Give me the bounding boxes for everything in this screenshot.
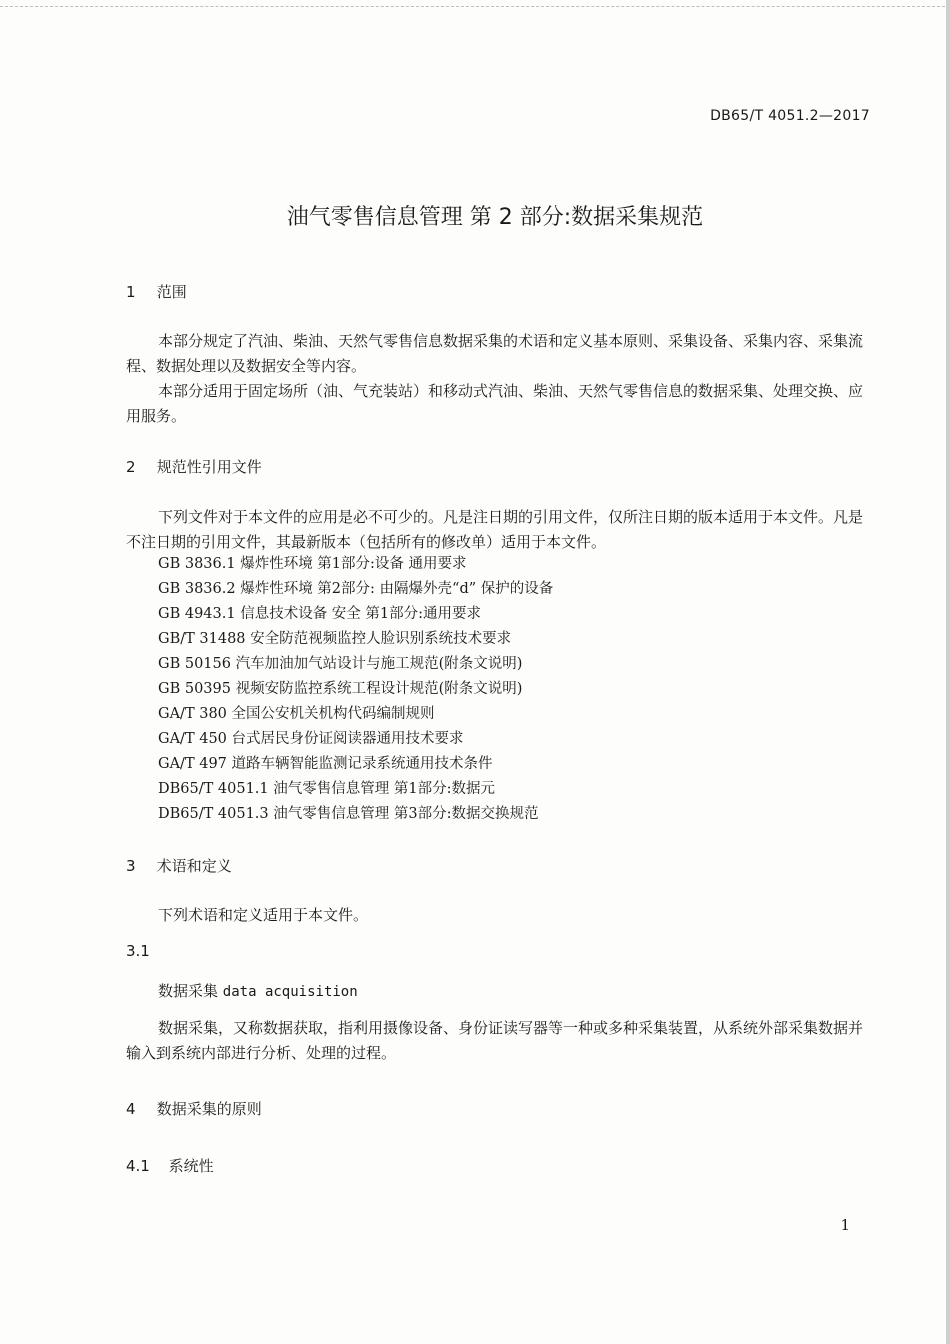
section-title: 数据采集的原则 <box>156 1100 262 1118</box>
reference-code: GB 50395 <box>158 681 231 697</box>
scope-paragraph-1: 本部分规定了汽油、柴油、天然气零售信息数据采集的术语和定义基本原则、采集设备、采集内容、采集流程、数据处理以及数据安全等内容。 <box>126 332 864 375</box>
reference-name: 台式居民身份证阅读器通用技术要求 <box>231 731 464 747</box>
section-title: 规范性引用文件 <box>156 458 262 476</box>
reference-name: 安全防范视频监控人脸识别系统技术要求 <box>250 631 512 647</box>
reference-code: GB 4943.1 <box>158 606 236 622</box>
reference-code: GB 3836.2 <box>158 581 236 597</box>
section-title: 范围 <box>156 283 187 301</box>
reference-code: GB/T 31488 <box>158 631 246 647</box>
section-heading-scope <box>126 281 187 302</box>
reference-code: DB65/T 4051.1 <box>158 781 269 797</box>
reference-item <box>158 752 858 777</box>
reference-code: DB65/T 4051.3 <box>158 806 269 822</box>
references-intro: 下列文件对于本文件的应用是必不可少的。凡是注日期的引用文件，仅所注日期的版本适用于本文件。凡是不注日期的引用文件，其最新版本（包括所有的修改单）适用于本文件。 <box>126 508 864 551</box>
reference-name: 视频安防监控系统工程设计规范(附条文说明) <box>235 681 523 697</box>
page-number: 1 <box>840 1216 850 1234</box>
section-heading-references <box>126 456 262 477</box>
reference-item <box>158 727 858 752</box>
terms-intro: 下列术语和定义适用于本文件。 <box>158 906 369 924</box>
reference-name: 汽车加油加气站设计与施工规范(附条文说明) <box>235 656 523 672</box>
term-english: data acquisition <box>222 984 358 1000</box>
reference-name: 全国公安机关机构代码编制规则 <box>231 706 435 722</box>
document-code: DB65/T 4051.2—2017 <box>710 108 870 124</box>
reference-code: GB 3836.1 <box>158 556 236 572</box>
subclause-number: 4.1 <box>126 1157 150 1175</box>
scan-top-edge <box>0 0 950 7</box>
reference-name: 爆炸性环境 第2部分: 由隔爆外壳“d” 保护的设备 <box>240 581 554 597</box>
reference-code: GA/T 380 <box>158 706 227 722</box>
document-title: 油气零售信息管理 第 2 部分:数据采集规范 <box>286 205 704 230</box>
reference-item <box>158 627 858 652</box>
section-number: 1 <box>126 283 136 301</box>
section-number: 2 <box>126 458 136 476</box>
reference-name: 油气零售信息管理 第1部分:数据元 <box>273 781 495 797</box>
reference-name: 油气零售信息管理 第3部分:数据交换规范 <box>273 806 539 822</box>
reference-item <box>158 777 858 802</box>
reference-list <box>158 552 858 827</box>
reference-code: GA/T 497 <box>158 756 227 772</box>
reference-item <box>158 577 858 602</box>
reference-code: GA/T 450 <box>158 731 227 747</box>
term-entry <box>158 980 358 1001</box>
reference-name: 信息技术设备 安全 第1部分:通用要求 <box>240 606 482 622</box>
subclause-heading <box>126 1155 214 1176</box>
reference-item <box>158 652 858 677</box>
term-chinese: 数据采集 <box>158 982 219 1000</box>
section-number: 4 <box>126 1100 136 1118</box>
reference-item <box>158 602 858 627</box>
term-definition: 数据采集，又称数据获取，指利用摄像设备、身份证读写器等一种或多种采集装置，从系统外部采集数据并输入到系统内部进行分析、处理的过程。 <box>126 1019 864 1062</box>
reference-item <box>158 802 858 827</box>
scope-paragraph-2: 本部分适用于固定场所（油、气充装站）和移动式汽油、柴油、天然气零售信息的数据采集、处理交换、应用服务。 <box>126 382 864 425</box>
section-heading-principles <box>126 1098 262 1119</box>
section-heading-terms <box>126 855 232 876</box>
reference-name: 爆炸性环境 第1部分:设备 通用要求 <box>240 556 467 572</box>
subclause-title: 系统性 <box>168 1157 214 1175</box>
clause-number: 3.1 <box>126 942 150 960</box>
section-number: 3 <box>126 857 136 875</box>
reference-name: 道路车辆智能监测记录系统通用技术条件 <box>231 756 493 772</box>
section-title: 术语和定义 <box>156 857 232 875</box>
reference-item <box>158 702 858 727</box>
reference-code: GB 50156 <box>158 656 231 672</box>
reference-item <box>158 552 858 577</box>
reference-item <box>158 677 858 702</box>
